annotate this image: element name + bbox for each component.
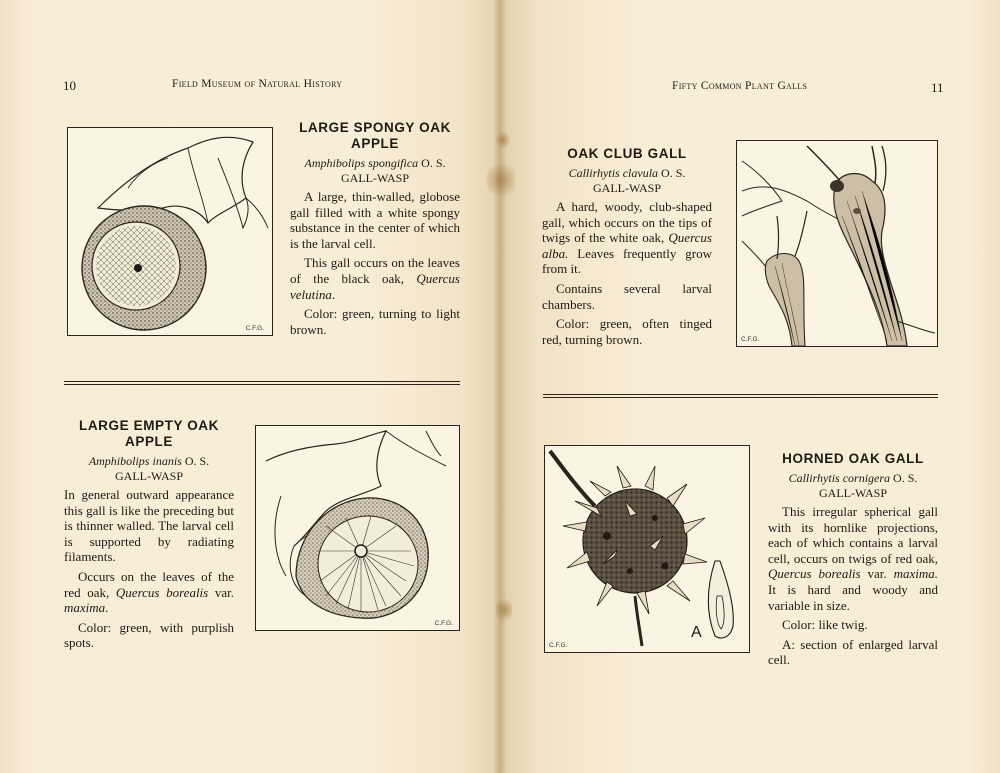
scientific-name-3 — [542, 166, 712, 181]
paragraph-3-2: Contains several larval chambers. — [542, 280, 712, 312]
authority-2: O. S. — [184, 454, 210, 468]
figure-label-a: A — [691, 624, 702, 641]
paragraph-4-1b-text: It is hard and woody and variable in size. — [768, 581, 938, 613]
spongy-oak-apple-illustration — [68, 128, 272, 335]
paragraph-2-3: Color: green, with purplish spots. — [64, 619, 234, 651]
host-suffix-2: var. — [214, 584, 235, 600]
entry-title-1-line1: LARGE SPONGY OAK — [299, 120, 451, 135]
category-1: GALL-WASP — [341, 171, 409, 185]
figure-initials-3: C.F.G. — [741, 336, 760, 343]
stain-mark — [486, 160, 516, 200]
entry-title-1 — [290, 120, 460, 152]
figure-initials-2: C.F.G. — [434, 620, 453, 627]
entry-title-4: HORNED OAK GALL — [782, 451, 924, 466]
host-species-4: Quercus borealis — [768, 566, 861, 582]
category-4: GALL-WASP — [819, 486, 887, 500]
figure-horned-oak-gall — [544, 445, 750, 653]
figure-oak-club-gall — [736, 140, 938, 347]
paragraph-2-1: In general outward appearance this gall is like the preceding but is thinner walled. The larval cell is supported by radiating filaments. — [64, 487, 234, 565]
figure-spongy-oak-apple — [67, 127, 273, 336]
empty-oak-apple-illustration — [256, 426, 459, 630]
entry-spongy-oak-apple — [290, 120, 460, 341]
entry-horned-oak-gall — [768, 451, 938, 672]
entry-empty-oak-apple — [64, 418, 234, 655]
host-variety-4: maxima. — [893, 566, 939, 582]
scientific-name-4 — [768, 471, 938, 486]
page-number-left: 10 — [63, 78, 76, 93]
stain-mark — [496, 130, 510, 150]
page-number-right: 11 — [931, 80, 944, 95]
stain-mark — [496, 595, 512, 625]
oak-club-gall-illustration — [737, 141, 937, 346]
section-divider-right — [543, 394, 938, 398]
paragraph-3-1 — [542, 199, 712, 277]
host-variety-2: maxima — [64, 600, 106, 616]
scientific-name-1 — [290, 156, 460, 171]
category-3: GALL-WASP — [593, 181, 661, 195]
book-gutter — [493, 0, 507, 773]
entry-title-2 — [64, 418, 234, 450]
authority-4: O. S. — [893, 471, 918, 485]
figure-initials-4: C.F.G. — [549, 642, 568, 649]
paragraph-1-3: Color: green, turning to light brown. — [290, 306, 460, 337]
paragraph-4-1 — [768, 504, 938, 613]
paragraph-3-1b-text: Leaves frequently grow from it. — [542, 245, 712, 277]
category-2: GALL-WASP — [115, 469, 183, 483]
paragraph-3-1-text: A hard, woody, club-shaped gall, which occurs on the tips of twigs of the white oak, — [542, 199, 712, 246]
figure-empty-oak-apple — [255, 425, 460, 631]
running-head-left-text: Field Museum of Natural History — [172, 78, 343, 90]
scientific-name-3-text: Callirhytis clavula — [568, 166, 659, 180]
scientific-name-2 — [64, 454, 234, 469]
entry-title-1-line2: APPLE — [350, 136, 399, 151]
paragraph-4-3: A: section of enlarged larval cell. — [768, 636, 938, 668]
paragraph-3-3: Color: green, often tinged red, turning brown. — [542, 316, 712, 347]
entry-title-2-line1: LARGE EMPTY OAK — [78, 418, 219, 433]
running-head-left — [172, 78, 342, 90]
scientific-name-2-text: Amphibolips inanis — [88, 454, 182, 468]
paragraph-1-2-text: This gall occurs on the leaves of the black oak, — [290, 255, 460, 286]
section-divider-left — [64, 381, 460, 385]
host-species-1: Quercus velutina — [290, 270, 460, 302]
figure-initials-1: C.F.G. — [245, 325, 264, 332]
paragraph-1-2: This gall occurs on the leaves of the black oak, Quercus velutina. — [290, 255, 460, 302]
host-species-2: Quercus borealis — [115, 584, 209, 600]
paragraph-4-1-text: This irregular spherical gall with its hornlike projections, each of which contains a larval cell, occurs on twigs of red oak, — [768, 504, 938, 566]
paragraph-1-1: A large, thin-walled, globose gall filled with a white spongy substance in the center of which is the larval cell. — [290, 189, 460, 251]
authority-1: O. S. — [421, 156, 446, 170]
paragraph-2-2-text: Occurs on the leaves of the red oak, — [64, 568, 234, 600]
paragraph-2-2: Occurs on the leaves of the red oak, Quercus borealis var. maxima. — [64, 568, 235, 616]
entry-title-2-line2: APPLE — [124, 434, 173, 449]
running-head-right-text: Fifty Common Plant Galls — [672, 80, 808, 92]
running-head-right — [672, 80, 807, 92]
authority-3: O. S. — [661, 166, 686, 180]
scientific-name-4-text: Callirhytis cornigera — [788, 471, 891, 485]
horned-oak-gall-illustration — [545, 446, 749, 652]
entry-title-3: OAK CLUB GALL — [567, 146, 687, 161]
entry-oak-club-gall — [542, 146, 712, 351]
host-species-3: Quercus alba. — [542, 230, 712, 261]
paragraph-4-2: Color: like twig. — [782, 617, 868, 633]
host-suffix-4: var. — [867, 566, 887, 582]
scientific-name-1-text: Amphibolips spongifica — [304, 156, 419, 170]
right-page — [500, 0, 1000, 773]
